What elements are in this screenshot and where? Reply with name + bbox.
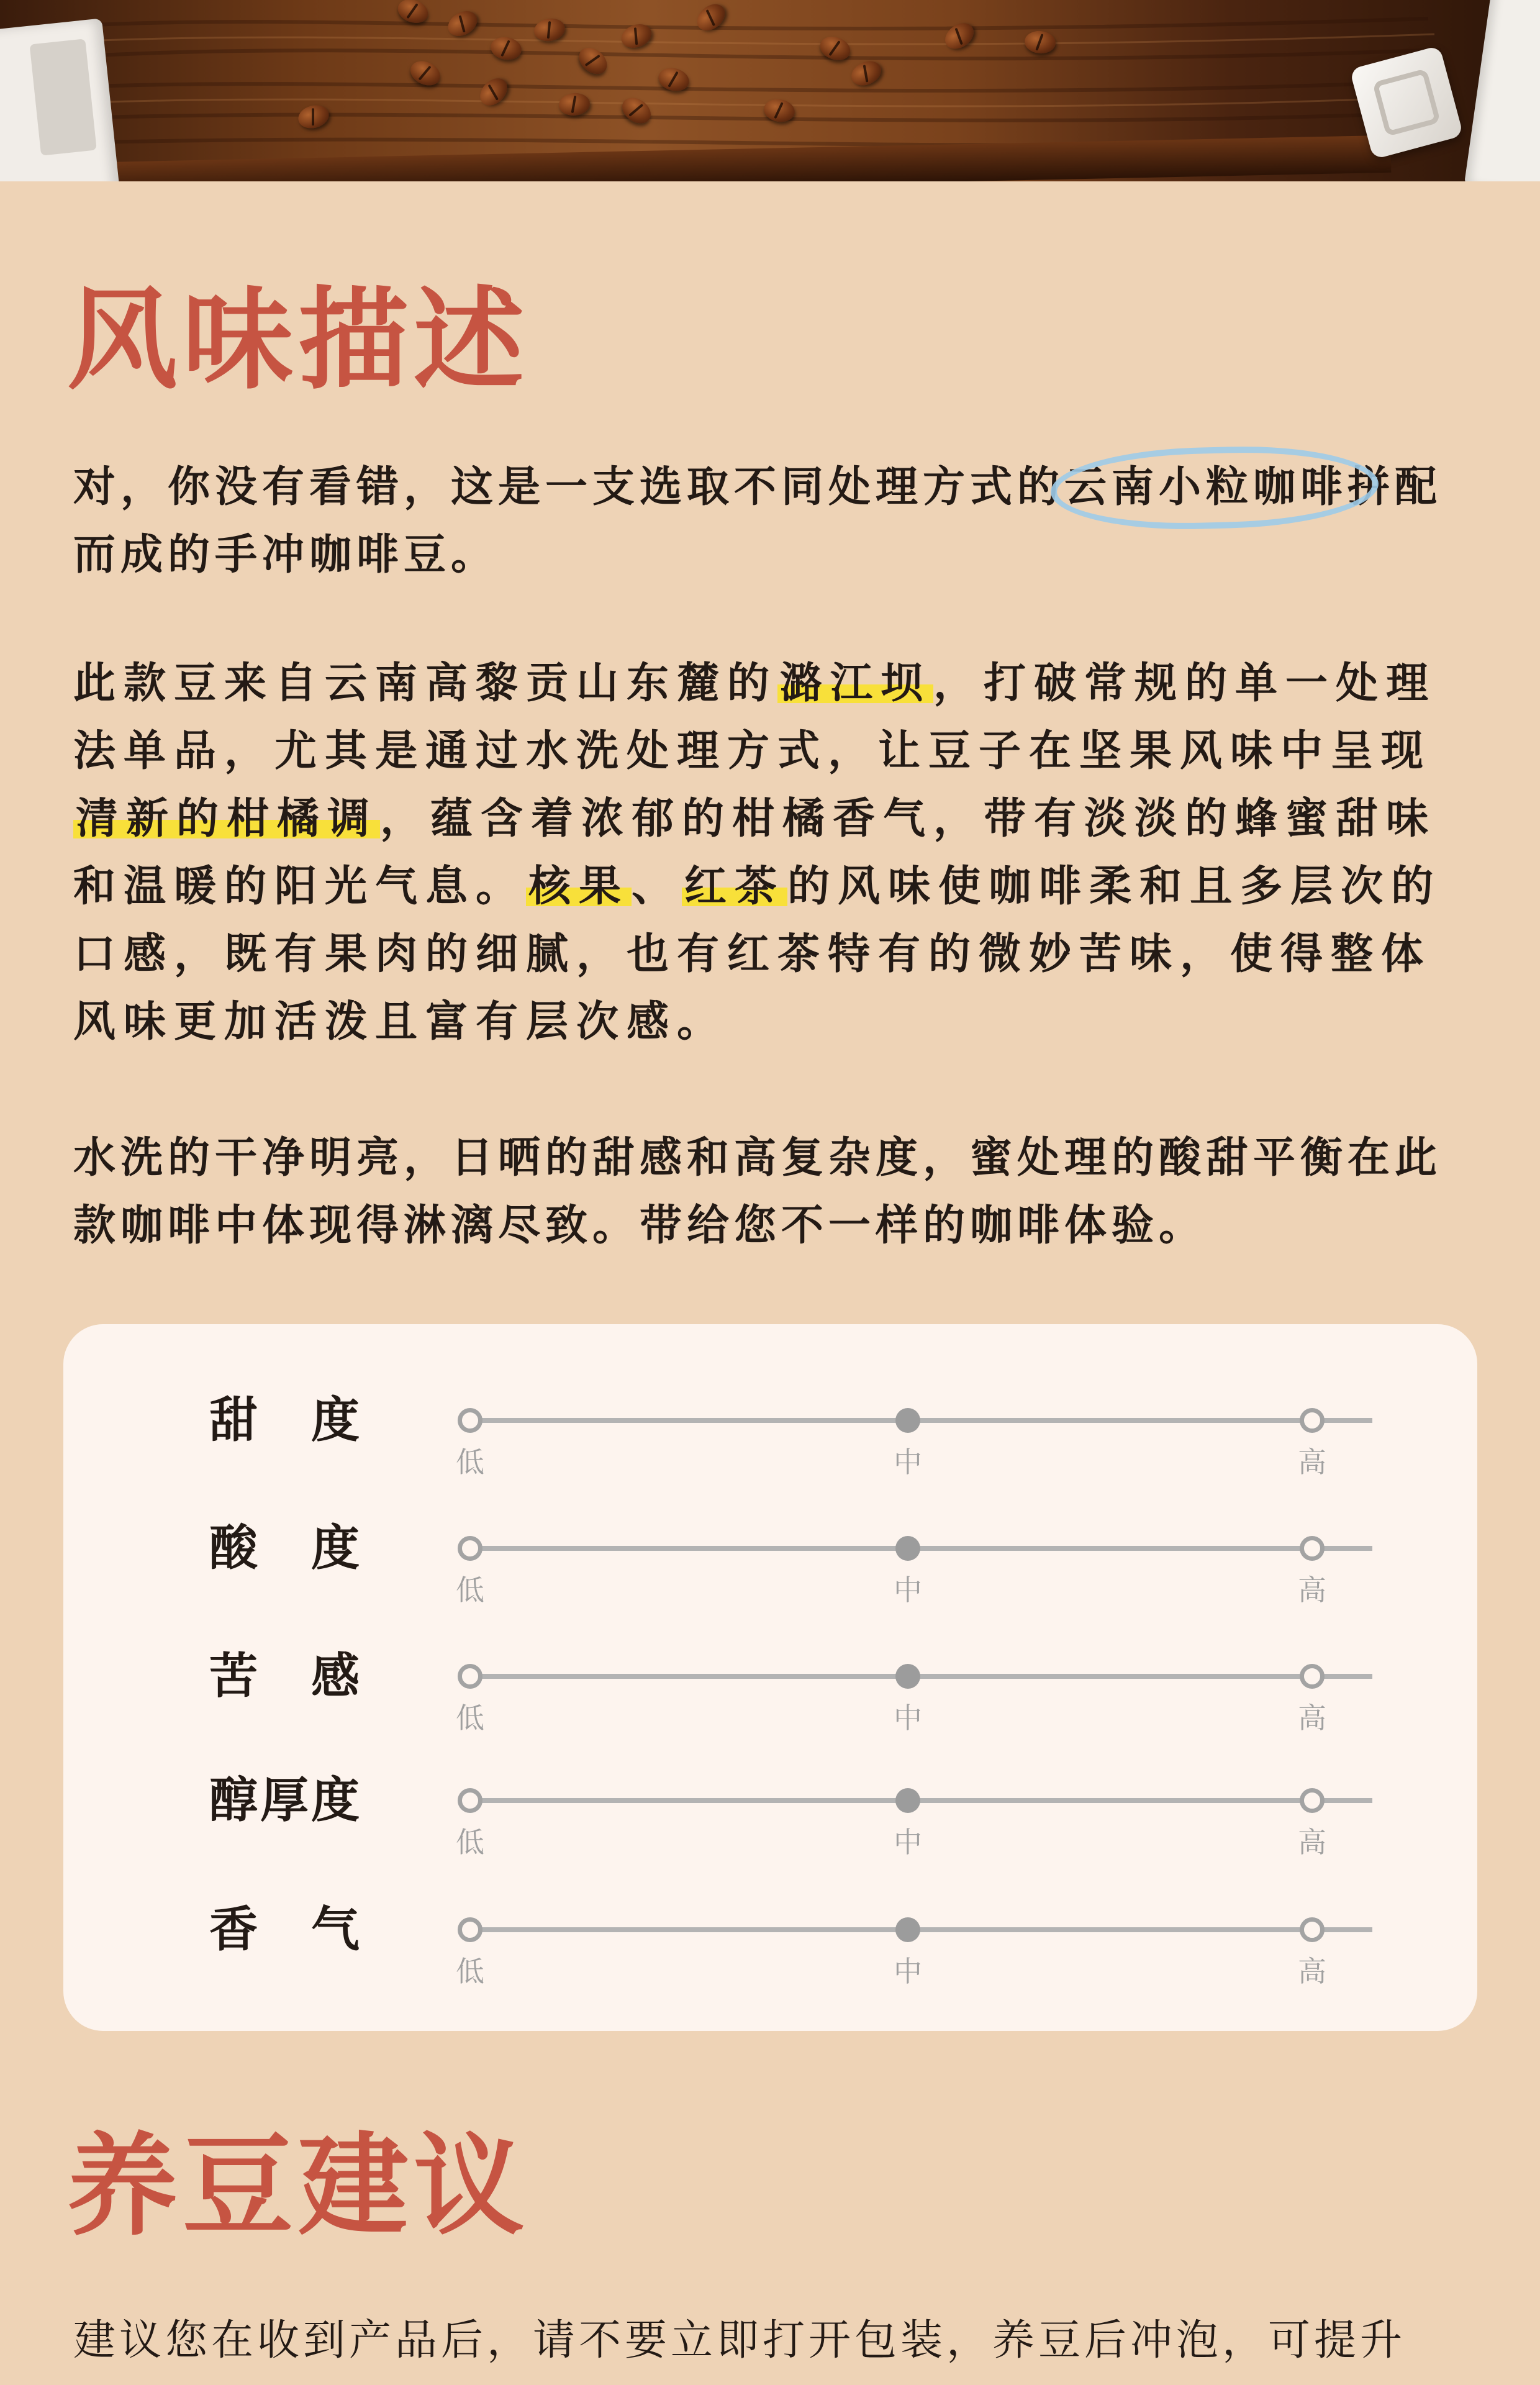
rating-tick-high: 高 [1298, 1825, 1326, 1859]
highlight-stone-fruit: 核果 [526, 862, 632, 911]
rating-dot-high [1300, 1536, 1325, 1561]
rating-dot-mid-selected [895, 1408, 920, 1433]
rating-dot-high [1300, 1917, 1325, 1942]
circled-yunnan-coffee: 云南小粒咖啡 [1064, 453, 1348, 521]
rating-row-acidity [63, 1514, 1477, 1638]
rating-tick-high: 高 [1298, 1955, 1326, 1988]
rating-row-bitterness [63, 1642, 1477, 1766]
rating-tick-mid: 中 [894, 1573, 922, 1607]
flavor-p2-text-d: 、 [632, 862, 682, 911]
care-paragraph-1: 建议您在收到产品后，请不要立即打开包装，养豆后冲泡，可提升 [73, 2316, 1406, 2365]
rating-track [472, 1418, 1372, 1423]
rating-tick-low: 低 [456, 1445, 484, 1479]
rating-tick-mid: 中 [894, 1955, 922, 1988]
rating-track [472, 1674, 1372, 1679]
flavor-p2-text-e: 的风味使咖啡柔和且多层次的口感，既有果肉的细腻，也有红茶特有的微妙苦味，使得整体风味更加活泼且富有层次感。 [73, 862, 1442, 1047]
rating-label: 甜 度 [209, 1392, 363, 1448]
rating-track [472, 1798, 1372, 1803]
flavor-rating-card [63, 1324, 1477, 2031]
flavor-title: 风味描述 [67, 276, 529, 404]
rating-dot-mid-selected [895, 1788, 920, 1813]
rating-dot-low [458, 1788, 482, 1813]
rating-dot-low [458, 1536, 482, 1561]
rating-dot-low [458, 1917, 482, 1942]
rating-tick-high: 高 [1298, 1445, 1326, 1479]
rating-dot-high [1300, 1664, 1325, 1689]
rating-row-body [63, 1766, 1477, 1891]
highlight-black-tea: 红茶 [682, 862, 787, 911]
hero-photo [0, 0, 1540, 181]
rating-tick-low: 低 [456, 1955, 484, 1988]
rating-dot-low [458, 1664, 482, 1689]
flavor-paragraph-1 [73, 453, 1467, 589]
highlight-lujiangba: 潞江坝 [777, 659, 933, 708]
case-left [0, 18, 121, 181]
flavor-paragraph-2 [73, 650, 1467, 1056]
flavor-p2-text-a: 此款豆来自云南高黎贡山东麓的 [73, 659, 778, 708]
rating-tick-high: 高 [1298, 1701, 1326, 1735]
care-title: 养豆建议 [67, 2122, 529, 2250]
rating-label: 香 气 [209, 1902, 363, 1958]
rating-tick-high: 高 [1298, 1573, 1326, 1607]
rating-dot-low [458, 1408, 482, 1433]
rating-row-aroma [63, 1896, 1477, 2020]
rating-label: 醇厚度 [209, 1773, 363, 1828]
rating-label: 苦 感 [209, 1648, 363, 1704]
highlight-citrus: 清新的柑橘调 [73, 794, 380, 843]
rating-tick-mid: 中 [894, 1825, 922, 1859]
rating-dot-mid-selected [895, 1917, 920, 1942]
rating-dot-high [1300, 1408, 1325, 1433]
rating-dot-mid-selected [895, 1536, 920, 1561]
rating-tick-low: 低 [456, 1701, 484, 1735]
flavor-paragraph-3: 水洗的干净明亮，日晒的甜感和高复杂度，蜜处理的酸甜平衡在此款咖啡中体现得淋漓尽致。带给您不一样的咖啡体验。 [73, 1133, 1443, 1250]
rating-track [472, 1927, 1372, 1932]
rating-track [472, 1546, 1372, 1551]
flavor-p2-text-b: ，打破常规的单一处理法单品，尤其是通过水洗处理方式，让豆子在坚果风味中呈现 [73, 659, 1437, 776]
rating-tick-mid: 中 [894, 1445, 922, 1479]
flavor-p1-text-end: 拼配而成的手冲咖啡豆。 [73, 463, 1443, 579]
flavor-p1-text: 对，你没有看错，这是一支选取不同处理方式的 [73, 463, 1065, 512]
rating-tick-low: 低 [456, 1825, 484, 1859]
rating-tick-mid: 中 [894, 1701, 922, 1735]
rating-row-sweetness [63, 1386, 1477, 1510]
flavor-p2-text-c: ，蕴含着浓郁的柑橘香气，带有淡淡的蜂蜜甜味和温暖的阳光气息。 [73, 794, 1437, 911]
rating-tick-low: 低 [456, 1573, 484, 1607]
rating-label: 酸 度 [209, 1520, 363, 1576]
rating-dot-high [1300, 1788, 1325, 1813]
rating-dot-mid-selected [895, 1664, 920, 1689]
